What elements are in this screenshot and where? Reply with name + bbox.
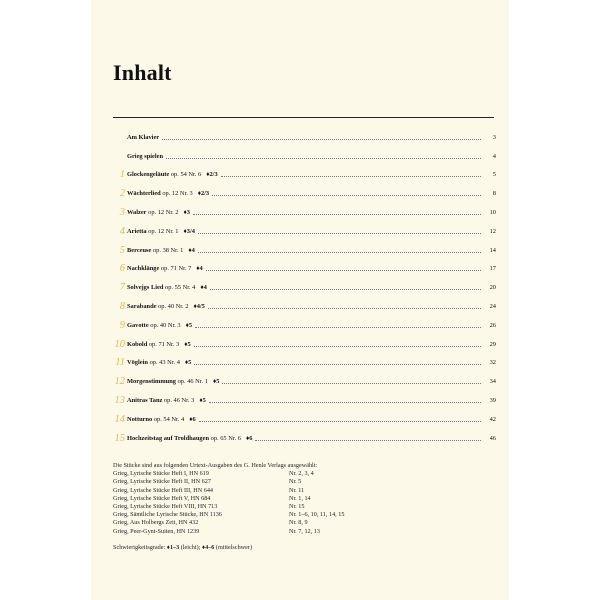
source-edition: Grieg, Sämtliche Lyrische Stücke, HN 1136 (113, 511, 222, 519)
page-number: 32 (489, 359, 496, 367)
entry-title (127, 190, 193, 197)
source-row (113, 519, 493, 527)
entry-opus: op. 46 Nr. 1 (177, 378, 208, 386)
legend-easy: ♦1–3 (166, 543, 180, 551)
dot-leader (206, 266, 481, 271)
source-row (113, 470, 493, 478)
page-number: 39 (489, 397, 496, 405)
legend-easy-word: (leicht); (180, 543, 201, 551)
entry-title-main: Kobold (127, 340, 148, 348)
piece-number: 10 (114, 338, 125, 350)
page-number: 12 (489, 227, 496, 235)
entry-title (127, 265, 191, 272)
entry-title-main: Solvejgs Lied (127, 284, 164, 292)
toc-row (113, 166, 496, 185)
entry-title-main: Walzer (127, 209, 147, 217)
source-list (113, 470, 493, 536)
legend-mid-word: (mittelschwer) (215, 543, 253, 551)
piece-number: 15 (114, 432, 125, 444)
source-edition: Grieg, Lyrische Stücke Heft II, HN 627 (113, 478, 211, 486)
entry-opus: op. 46 Nr. 3 (163, 397, 195, 405)
piece-number: 7 (119, 282, 125, 294)
page-number: 42 (489, 415, 496, 423)
difficulty-badge: ♦2/3 (197, 190, 210, 198)
entry-title (127, 171, 201, 178)
toc-row (113, 184, 496, 203)
entry-opus: op. 65 Nr. 6 (210, 434, 241, 442)
toc-row (113, 203, 496, 222)
piece-number: 4 (119, 225, 125, 237)
source-pieces: Nr. 2, 3, 4 (289, 470, 314, 478)
source-pieces: Nr. 11 (289, 486, 305, 494)
entry-opus: op. 43 Nr. 4 (149, 359, 180, 367)
toc-row (113, 278, 496, 297)
entry-title-main: Anitras Tanz (127, 397, 163, 405)
toc-row (113, 372, 496, 391)
piece-number: 11 (115, 357, 125, 369)
difficulty-badge: ♦5 (184, 340, 191, 348)
entry-title-main: Am Klavier (127, 133, 160, 141)
dot-leader (255, 436, 481, 441)
difficulty-badge: ♦5 (185, 321, 193, 329)
entry-title (127, 435, 241, 442)
source-edition: Grieg, Aus Holbergs Zeit, HN 432 (113, 519, 199, 527)
toc-row (113, 147, 496, 166)
entry-title (127, 322, 181, 329)
page-title: Inhalt (113, 60, 172, 85)
entry-title (127, 247, 183, 254)
page-number: 24 (489, 303, 496, 311)
page-number: 20 (489, 284, 496, 292)
page-number: 3 (492, 133, 496, 141)
edition-notes (113, 462, 493, 552)
legend-mid: ♦4–6 (201, 543, 215, 551)
title-rule (113, 117, 494, 118)
piece-number: 1 (119, 169, 125, 181)
notes-intro: Die Stücke sind aus folgenden Urtext-Ausgaben des G. Henle Verlags ausgewählt: (113, 462, 318, 469)
entry-title (127, 209, 179, 216)
entry-title-main: Morgenstimmung (127, 378, 176, 386)
source-edition: Grieg, Peer-Gynt-Suiten, HN 1239 (113, 527, 200, 535)
difficulty-badge: ♦5 (199, 397, 206, 405)
source-row (113, 503, 493, 511)
page-number: 10 (489, 209, 496, 217)
toc-row (113, 297, 496, 316)
toc-row (113, 241, 496, 260)
entry-opus: op. 54 Nr. 4 (153, 415, 185, 423)
dot-leader (210, 285, 481, 290)
entry-title (127, 416, 184, 423)
source-edition: Grieg, Lyrische Stücke Heft VIII, HN 713 (113, 503, 218, 511)
page-number: 26 (489, 321, 496, 329)
toc-row (113, 391, 496, 410)
page-number: 46 (489, 434, 496, 442)
page-number: 17 (489, 265, 496, 273)
entry-title (127, 153, 163, 160)
piece-number: 12 (114, 376, 125, 388)
source-row (113, 528, 493, 536)
entry-title-main: Grieg spielen (127, 152, 164, 160)
source-pieces: Nr. 8, 9 (289, 519, 308, 527)
entry-opus: op. 54 Nr. 6 (170, 171, 202, 179)
dot-leader (166, 154, 481, 159)
entry-opus: op. 55 Nr. 4 (165, 284, 196, 292)
page-number: 14 (489, 246, 496, 254)
difficulty-badge: ♦2/3 (206, 171, 218, 179)
page-number: 34 (489, 378, 496, 386)
toc-row (113, 335, 496, 354)
piece-number: 2 (119, 188, 125, 200)
entry-opus: op. 71 Nr. 7 (160, 265, 192, 273)
dot-leader (221, 172, 481, 177)
piece-number: 6 (119, 263, 125, 275)
entry-title-main: Gavotte (127, 321, 149, 329)
entry-title-main: Arietta (127, 227, 147, 235)
difficulty-badge: ♦5 (212, 378, 220, 386)
dot-leader (209, 398, 481, 403)
piece-number: 8 (119, 301, 125, 313)
difficulty-badge: ♦4 (196, 265, 203, 273)
difficulty-badge: ♦4 (200, 284, 207, 292)
dot-leader (212, 191, 481, 196)
entry-opus: op. 40 Nr. 2 (158, 303, 189, 311)
dot-leader (162, 135, 481, 140)
entry-title-main: Wächterlied (127, 190, 161, 198)
entry-title-main: Glockengeläute (127, 171, 170, 179)
dot-leader (198, 248, 481, 253)
toc-row (113, 222, 496, 241)
entry-title-main: Hochzeitstag auf Troldhaugen (127, 434, 210, 442)
difficulty-legend (113, 544, 493, 552)
entry-opus: op. 12 Nr. 1 (148, 227, 179, 235)
toc-row (113, 429, 496, 448)
page-number: 29 (489, 340, 496, 348)
source-row (113, 478, 493, 486)
piece-number: 3 (119, 207, 125, 219)
dot-leader (195, 323, 481, 328)
dot-leader (199, 417, 481, 422)
piece-number: 5 (119, 244, 125, 256)
entry-title-main: Berceuse (127, 246, 152, 254)
toc-row (113, 410, 496, 429)
entry-opus: op. 38 Nr. 1 (152, 246, 184, 254)
entry-opus: op. 71 Nr. 3 (148, 340, 180, 348)
entry-title-main: Notturno (127, 415, 153, 423)
toc-row (113, 260, 496, 279)
difficulty-badge: ♦3/4 (183, 227, 195, 235)
piece-number: 14 (114, 413, 125, 425)
entry-title (127, 378, 208, 385)
source-pieces: Nr. 5 (289, 478, 302, 486)
source-edition: Grieg, Lyrische Stücke Heft V, HN 684 (113, 494, 211, 502)
entry-title (127, 134, 159, 141)
difficulty-badge: ♦4/5 (193, 303, 205, 311)
entry-title-main: Vöglein (127, 359, 148, 367)
dot-leader (222, 379, 481, 384)
entry-title (127, 397, 194, 404)
entry-title (127, 303, 188, 310)
difficulty-badge: ♦6 (189, 415, 196, 423)
source-row (113, 495, 493, 503)
source-pieces: Nr. 7, 12, 13 (289, 527, 320, 535)
page-number: 8 (492, 190, 496, 198)
entry-title (127, 284, 195, 291)
page-number: 5 (492, 171, 496, 179)
entry-opus: op. 12 Nr. 2 (148, 209, 179, 217)
dot-leader (198, 229, 481, 234)
legend-label: Schwierigkeitsgrade: (113, 543, 166, 551)
source-pieces: Nr. 15 (289, 503, 305, 511)
entry-opus: op. 40 Nr. 3 (150, 321, 181, 329)
source-row (113, 487, 493, 495)
source-edition: Grieg, Lyrische Stücke Heft I, HN 619 (113, 470, 209, 478)
source-pieces: Nr. 1–6, 10, 11, 14, 15 (289, 511, 345, 519)
entry-opus: op. 12 Nr. 3 (162, 190, 193, 198)
entry-title (127, 341, 179, 348)
entry-title-main: Nachklänge (127, 265, 160, 273)
difficulty-badge: ♦5 (184, 359, 192, 367)
source-edition: Grieg, Lyrische Stücke Heft III, HN 644 (113, 486, 214, 494)
dot-leader (193, 210, 481, 215)
piece-number: 13 (114, 395, 125, 407)
toc-row (113, 128, 496, 147)
toc-row (113, 316, 496, 335)
entry-title (127, 359, 180, 366)
toc-row (113, 354, 496, 373)
piece-number: 9 (119, 319, 125, 331)
dot-leader (194, 342, 481, 347)
table-of-contents (113, 128, 496, 448)
dot-leader (208, 304, 481, 309)
source-row (113, 511, 493, 519)
difficulty-badge: ♦3 (183, 209, 190, 217)
page-number: 4 (492, 152, 496, 160)
source-pieces: Nr. 1, 14 (289, 494, 311, 502)
difficulty-badge: ♦4 (188, 246, 195, 254)
entry-title (127, 228, 178, 235)
dot-leader (194, 360, 481, 365)
entry-title-main: Sarabande (127, 303, 157, 311)
difficulty-badge: ♦6 (246, 434, 253, 442)
